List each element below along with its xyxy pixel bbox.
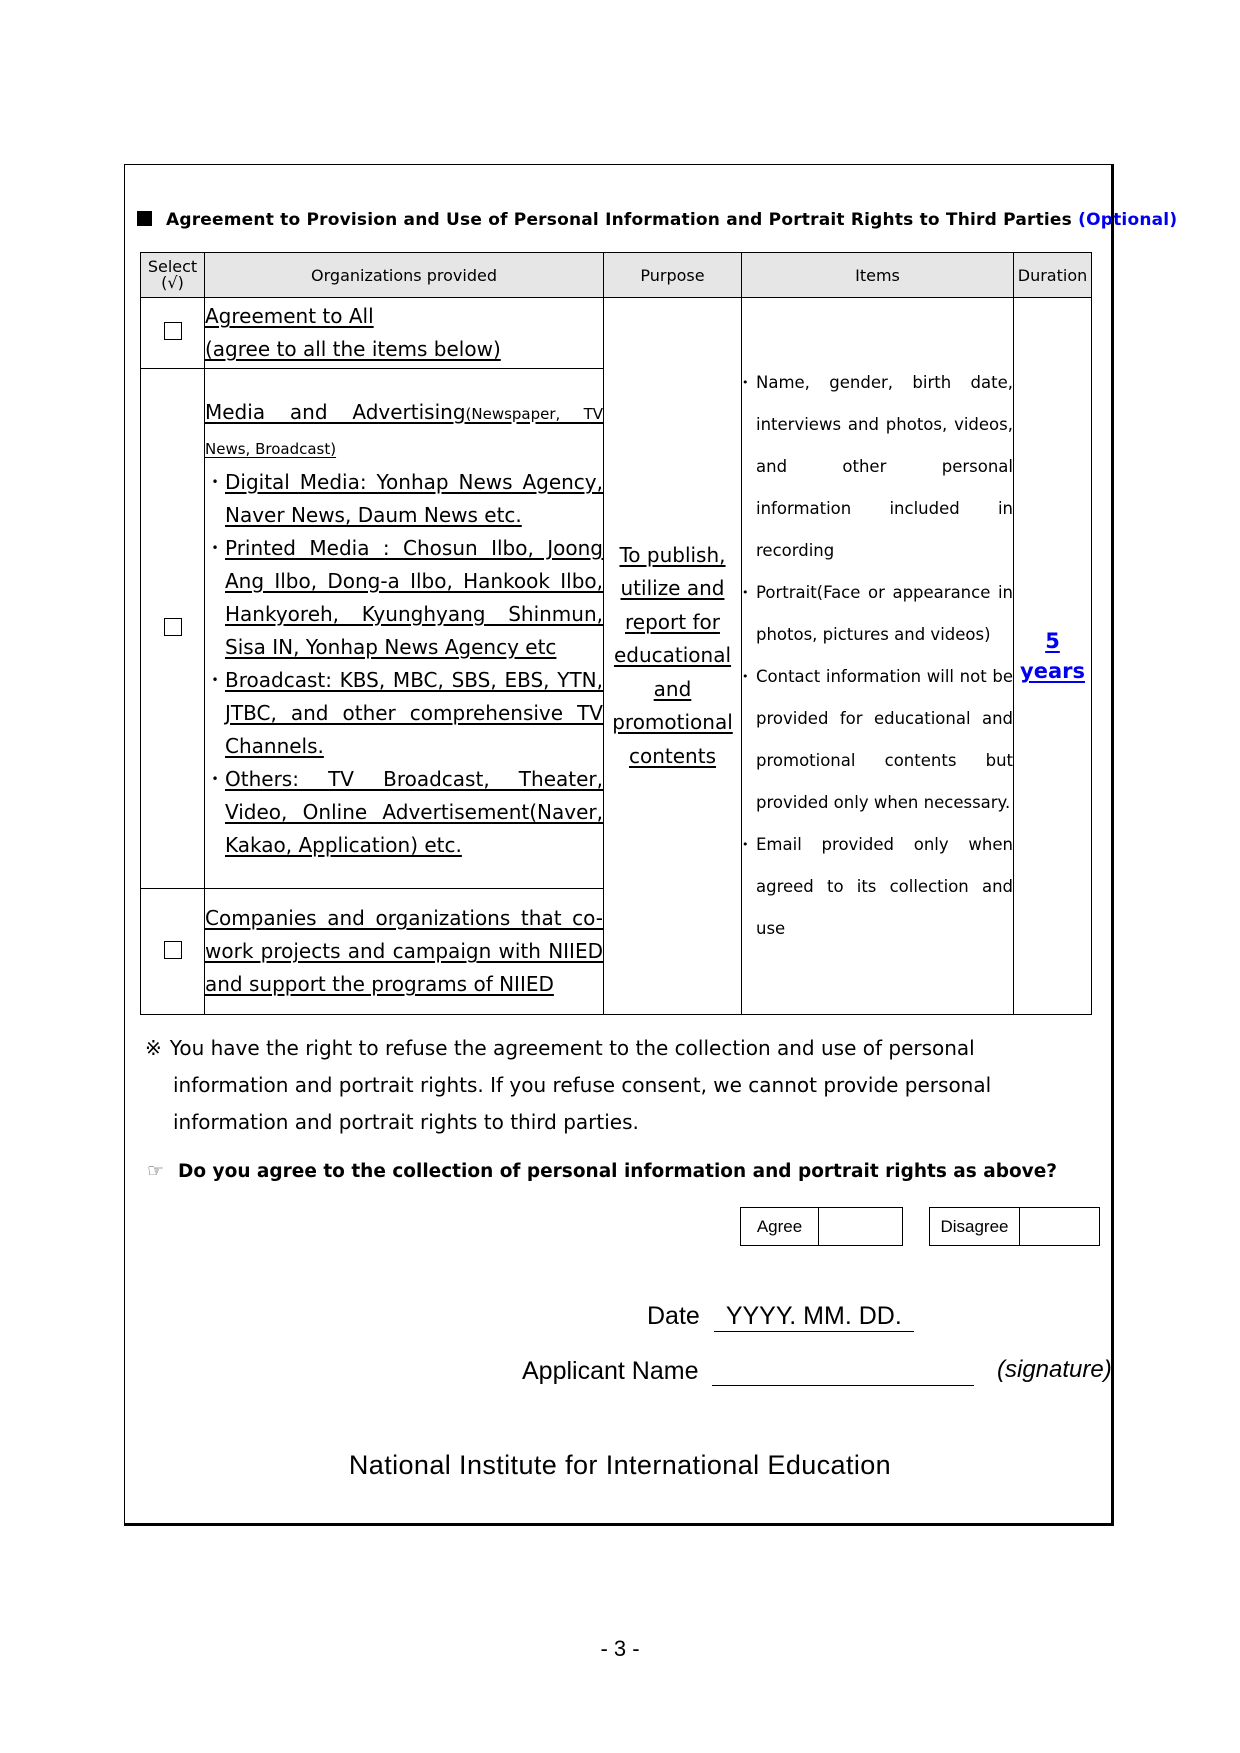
- org-partners: [205, 889, 604, 1015]
- date-field: [647, 1302, 914, 1332]
- note-line: You have the right to refuse the agreement to the collection and use of personal: [169, 1036, 975, 1060]
- bullet-icon: •: [211, 474, 219, 489]
- duration-cell: [1014, 298, 1092, 1015]
- duration-number: 5: [1045, 629, 1060, 653]
- media-bullet: • Digital Media: Yonhap News Agency, Naver News, Daum News etc.: [205, 466, 603, 532]
- org-agree-all: [205, 298, 604, 369]
- issuing-organization: National Institute for International Education: [348, 1450, 892, 1480]
- media-heading: Media and Advertising: [205, 399, 466, 424]
- partners-checkbox[interactable]: [164, 941, 182, 959]
- agree-option: [740, 1207, 903, 1246]
- consent-question: [147, 1160, 1057, 1182]
- header-duration: Duration: [1014, 253, 1092, 298]
- item-bullet: • Email provided only when agreed to its collection and use: [742, 824, 1013, 950]
- refusal-note: [145, 1030, 1107, 1141]
- agree-all-sublabel: (agree to all the items below): [205, 337, 501, 361]
- header-organizations: Organizations provided: [205, 253, 604, 298]
- bullet-icon: •: [211, 672, 219, 687]
- purpose-line: and: [653, 676, 692, 701]
- table-header-row: [141, 253, 1092, 298]
- media-heading-note: News, Broadcast): [205, 439, 337, 458]
- section-title: [137, 210, 1177, 230]
- bullet-icon: •: [742, 670, 749, 683]
- section-title-text: Agreement to Provision and Use of Personal Information and Portrait Rights to Third Parties: [166, 210, 1072, 230]
- date-label: Date: [647, 1302, 700, 1330]
- optional-label: (Optional): [1078, 210, 1178, 230]
- duration-unit: years: [1020, 659, 1085, 683]
- pointing-hand-icon: ☞: [147, 1160, 165, 1182]
- media-bullet: • Broadcast: KBS, MBC, SBS, EBS, YTN, JTBC, and other comprehensive TV Channels.: [205, 664, 603, 763]
- purpose-line: promotional: [612, 710, 733, 735]
- media-bullet: • Others: TV Broadcast, Theater, Video, Online Advertisement(Naver, Kakao, Application) etc.: [205, 763, 603, 862]
- applicant-name-input[interactable]: [712, 1359, 974, 1386]
- media-advertising-checkbox[interactable]: [164, 618, 182, 636]
- item-bullet: • Portrait(Face or appearance in photos, pictures and videos): [742, 572, 1013, 656]
- agree-checkbox[interactable]: [819, 1208, 902, 1245]
- bullet-icon: •: [742, 586, 749, 599]
- select-cell: [141, 369, 205, 889]
- media-bullet: • Printed Media : Chosun Ilbo, Joong Ang Ilbo, Dong-a Ilbo, Hankook Ilbo, Hankyoreh, Kyunghyang Shinmun, Sisa IN, Yonhap News Agency etc: [205, 532, 603, 664]
- item-bullet: • Name, gender, birth date, interviews and photos, videos, and other personal information included in recording: [742, 362, 1013, 572]
- header-purpose: Purpose: [604, 253, 742, 298]
- header-select: [141, 253, 205, 298]
- agree-label: Agree: [741, 1208, 819, 1245]
- applicant-name-label: Applicant Name: [522, 1357, 699, 1385]
- header-items: Items: [742, 253, 1014, 298]
- table-row: [141, 298, 1092, 369]
- black-square-icon: [137, 211, 152, 226]
- partners-text: Companies and organizations that co-work projects and campaign with NIIED and support the programs of NIIED: [205, 906, 603, 996]
- purpose-line: educational: [613, 643, 732, 668]
- bullet-icon: •: [742, 838, 749, 851]
- header-select-mark: (√): [161, 273, 184, 292]
- question-text: Do you agree to the collection of personal information and portrait rights as above?: [178, 1161, 1057, 1182]
- disagree-option: [929, 1207, 1100, 1246]
- date-input[interactable]: YYYY. MM. DD.: [714, 1302, 914, 1332]
- note-line: information and portrait rights. If you refuse consent, we cannot provide personal: [173, 1073, 992, 1097]
- purpose-cell: [604, 298, 742, 1015]
- select-cell: [141, 298, 205, 369]
- signature-label: (signature): [997, 1356, 1112, 1383]
- disagree-label: Disagree: [930, 1208, 1020, 1245]
- bullet-icon: •: [211, 771, 219, 786]
- consent-table: [140, 252, 1092, 1015]
- purpose-line: utilize and: [620, 576, 725, 601]
- reference-mark-icon: ※: [145, 1036, 162, 1060]
- agree-all-label: Agreement to All: [205, 304, 374, 328]
- purpose-line: contents: [629, 743, 716, 768]
- applicant-name-field: [522, 1357, 974, 1386]
- org-media-advertising: [205, 369, 604, 889]
- item-bullet: • Contact information will not be provided for educational and promotional contents but provided only when necessary.: [742, 656, 1013, 824]
- page-number: - 3 -: [600, 1636, 640, 1661]
- agree-all-checkbox[interactable]: [164, 322, 182, 340]
- purpose-line: report for: [625, 609, 720, 634]
- items-cell: [742, 298, 1014, 1015]
- note-line: information and portrait rights to third parties.: [173, 1110, 639, 1134]
- media-heading-note: (Newspaper, TV: [465, 404, 603, 423]
- select-cell: [141, 889, 205, 1015]
- header-select-label: Select: [147, 257, 198, 276]
- disagree-checkbox[interactable]: [1020, 1208, 1099, 1245]
- bullet-icon: •: [742, 376, 749, 389]
- bullet-icon: •: [211, 540, 219, 555]
- purpose-line: To publish,: [619, 542, 726, 567]
